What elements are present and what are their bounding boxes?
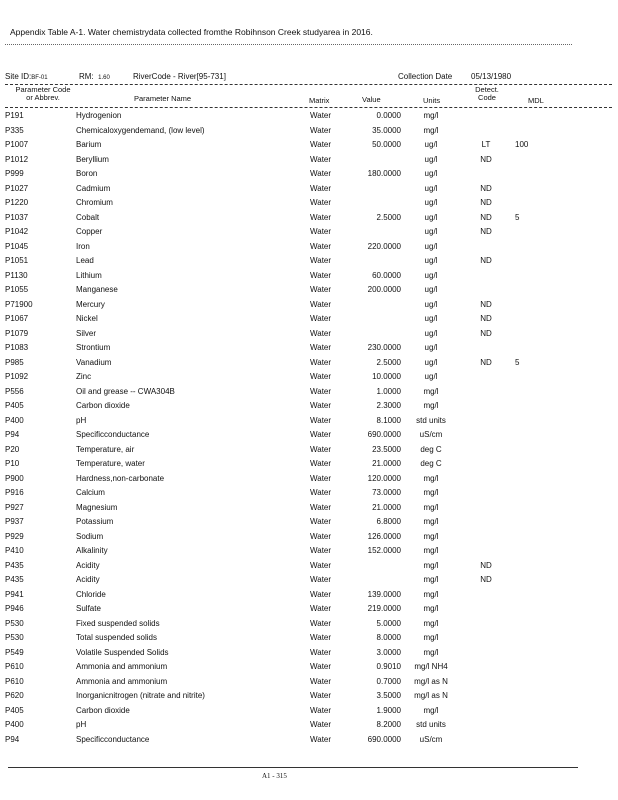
table-row — [0, 415, 618, 430]
col-param-code — [8, 86, 78, 102]
value-cell: 5.0000 — [376, 618, 401, 628]
param-name-cell: Magnesium — [76, 502, 118, 512]
value-cell: 35.0000 — [372, 125, 401, 135]
param-name-cell: Carbon dioxide — [76, 705, 130, 715]
matrix-cell: Water — [310, 473, 332, 483]
detect-code-cell: ND — [480, 212, 492, 222]
col-mdl: MDL — [528, 96, 544, 105]
units-cell: mg/l — [423, 705, 439, 715]
value-cell: 8.0000 — [376, 633, 401, 642]
units-cell: mg/l NH4 — [414, 662, 448, 671]
value-cell: 0.7000 — [376, 676, 401, 686]
param-code-cell: P1067 — [5, 314, 29, 323]
param-code-cell: P530 — [5, 618, 24, 628]
units-cell: mg/l — [423, 647, 439, 657]
units-cell: mg/l — [423, 401, 439, 410]
table-row — [0, 299, 618, 314]
value-cell: 8.2000 — [376, 720, 401, 729]
param-code-cell: P1079 — [5, 328, 29, 338]
value-cell: 6.8000 — [376, 517, 401, 526]
units-cell: mg/l — [423, 488, 439, 497]
param-code-cell: P900 — [5, 473, 24, 483]
value-cell: 60.0000 — [372, 270, 401, 280]
matrix-cell: Water — [310, 212, 332, 222]
table-row — [0, 429, 618, 444]
table-row — [0, 241, 618, 256]
param-name-cell: Volatile Suspended Solids — [76, 647, 169, 657]
detect-code-cell: ND — [480, 256, 492, 265]
detect-code-cell: ND — [480, 183, 492, 193]
param-name-cell: Alkalinity — [76, 546, 108, 555]
param-name-cell: Hardness,non-carbonate — [76, 473, 165, 483]
units-cell: mg/l — [423, 386, 439, 396]
table-row — [0, 661, 618, 676]
value-cell: 2.3000 — [376, 401, 401, 410]
matrix-cell: Water — [310, 705, 332, 715]
param-name-cell: Specificconductance — [76, 734, 150, 744]
value-cell: 690.0000 — [367, 734, 401, 744]
value-cell: 220.0000 — [367, 241, 401, 251]
table-row — [0, 487, 618, 502]
param-name-cell: Lead — [76, 256, 94, 265]
table-row — [0, 473, 618, 488]
param-name-cell: Sulfate — [76, 604, 101, 613]
param-code-cell: P1042 — [5, 227, 29, 236]
col-param-code-line2: or Abbrev. — [26, 93, 60, 102]
matrix-cell: Water — [310, 444, 332, 454]
param-name-cell: Acidity — [76, 560, 100, 570]
value-cell: 2.5000 — [376, 212, 401, 222]
table-row — [0, 168, 618, 183]
table-row — [0, 313, 618, 328]
param-name-cell: Ammonia and ammonium — [76, 676, 168, 686]
param-name-cell: Iron — [76, 241, 90, 251]
units-cell: mg/l as N — [414, 691, 448, 700]
value-cell: 21.0000 — [372, 459, 401, 468]
table-row — [0, 531, 618, 546]
units-cell: std units — [416, 415, 446, 425]
param-name-cell: Nickel — [76, 314, 98, 323]
param-code-cell: P94 — [5, 430, 20, 439]
col-param-code-line1: Parameter Code — [15, 85, 71, 94]
param-code-cell: P71900 — [5, 299, 33, 309]
table-row — [0, 444, 618, 459]
param-name-cell: Chemicaloxygendemand, (low level) — [76, 125, 205, 135]
param-code-cell: P1007 — [5, 140, 29, 149]
units-cell: mg/l — [423, 531, 439, 541]
param-name-cell: Silver — [76, 328, 97, 338]
param-name-cell: Inorganicnitrogen (nitrate and nitrite) — [76, 691, 205, 700]
site-id — [5, 72, 48, 81]
table-row — [0, 357, 618, 372]
table-row — [0, 342, 618, 357]
matrix-cell: Water — [310, 140, 332, 149]
units-cell: std units — [416, 720, 446, 729]
matrix-cell: Water — [310, 459, 332, 468]
matrix-cell: Water — [310, 517, 332, 526]
units-cell: ug/l — [424, 372, 438, 381]
param-code-cell: P405 — [5, 401, 24, 410]
col-matrix: Matrix — [309, 96, 330, 105]
param-code-cell: P1027 — [5, 183, 29, 193]
param-name-cell: Strontium — [76, 343, 111, 352]
param-name-cell: Cadmium — [76, 183, 111, 193]
table-row — [0, 574, 618, 589]
table-title: Appendix Table A-1. Water chemistrydata collected fromthe Robihnson Creek studyarea in 2016. — [10, 27, 373, 37]
units-cell: deg C — [420, 444, 442, 454]
param-code-cell: P1220 — [5, 198, 29, 207]
value-cell: 230.0000 — [367, 343, 401, 352]
collection-date-label: Collection Date — [398, 72, 453, 81]
matrix-cell: Water — [310, 720, 332, 729]
footer-divider — [8, 767, 578, 768]
matrix-cell: Water — [310, 430, 332, 439]
value-cell: 1.0000 — [376, 386, 401, 396]
matrix-cell: Water — [310, 299, 332, 309]
value-cell: 73.0000 — [372, 488, 401, 497]
units-cell: mg/l — [423, 125, 439, 135]
table-row — [0, 154, 618, 169]
matrix-cell: Water — [310, 589, 332, 599]
param-code-cell: P946 — [5, 604, 24, 613]
value-cell: 8.1000 — [376, 415, 401, 425]
matrix-cell: Water — [310, 169, 332, 178]
param-code-cell: P94 — [5, 734, 20, 744]
param-code-cell: P1037 — [5, 212, 29, 222]
units-cell: ug/l — [424, 183, 438, 193]
param-name-cell: Ammonia and ammonium — [76, 662, 168, 671]
value-cell: 690.0000 — [367, 430, 401, 439]
param-name-cell: Boron — [76, 169, 98, 178]
param-code-cell: P335 — [5, 125, 24, 135]
detect-code-cell: ND — [480, 299, 492, 309]
table-row — [0, 545, 618, 560]
table-row — [0, 255, 618, 270]
detect-code-cell: ND — [480, 227, 492, 236]
param-name-cell: Chromium — [76, 198, 113, 207]
detect-code-cell: ND — [480, 357, 492, 367]
param-code-cell: P1045 — [5, 241, 29, 251]
param-name-cell: Carbon dioxide — [76, 401, 130, 410]
value-cell: 219.0000 — [367, 604, 401, 613]
units-cell: ug/l — [424, 357, 438, 367]
page-number: A1 - 315 — [262, 772, 287, 780]
units-cell: ug/l — [424, 227, 438, 236]
param-code-cell: P556 — [5, 386, 24, 396]
param-code-cell: P400 — [5, 415, 24, 425]
table-row — [0, 734, 618, 749]
value-cell: 50.0000 — [372, 140, 401, 149]
matrix-cell: Water — [310, 314, 332, 323]
param-code-cell: P410 — [5, 546, 24, 555]
value-cell: 3.5000 — [376, 691, 401, 700]
units-cell: ug/l — [424, 140, 438, 149]
matrix-cell: Water — [310, 560, 332, 570]
matrix-cell: Water — [310, 241, 332, 251]
value-cell: 1.9000 — [376, 705, 401, 715]
col-value: Value — [362, 95, 381, 104]
units-cell: mg/l — [423, 111, 439, 120]
units-cell: mg/l — [423, 560, 439, 570]
value-cell: 139.0000 — [367, 589, 401, 599]
units-cell: uS/cm — [419, 734, 443, 744]
header-divider-bottom — [5, 107, 612, 108]
units-cell: ug/l — [424, 256, 438, 265]
table-row — [0, 183, 618, 198]
param-name-cell: Manganese — [76, 285, 118, 294]
table-row — [0, 197, 618, 212]
param-code-cell: P929 — [5, 531, 24, 541]
matrix-cell: Water — [310, 502, 332, 512]
param-name-cell: Specificconductance — [76, 430, 150, 439]
site-id-value: BF-01 — [31, 75, 48, 81]
detect-code-cell: ND — [480, 154, 492, 164]
table-row — [0, 110, 618, 125]
param-name-cell: Oil and grease -- CWA304B — [76, 386, 175, 396]
table-row — [0, 371, 618, 386]
rm-label: RM: — [79, 72, 94, 81]
param-code-cell: P400 — [5, 720, 24, 729]
table-row — [0, 458, 618, 473]
mdl-cell: 5 — [515, 212, 520, 222]
param-name-cell: Copper — [76, 227, 103, 236]
value-cell: 10.0000 — [372, 372, 401, 381]
data-table — [0, 110, 618, 748]
value-cell: 2.5000 — [376, 357, 401, 367]
header-divider-top — [5, 84, 612, 85]
units-cell: mg/l — [423, 618, 439, 628]
table-row — [0, 690, 618, 705]
matrix-cell: Water — [310, 285, 332, 294]
table-row — [0, 632, 618, 647]
units-cell: mg/l — [423, 502, 439, 512]
matrix-cell: Water — [310, 676, 332, 686]
table-row — [0, 212, 618, 227]
table-row — [0, 647, 618, 662]
param-name-cell: Temperature, water — [76, 459, 145, 468]
units-cell: mg/l — [423, 473, 439, 483]
param-name-cell: pH — [76, 415, 87, 425]
col-param-name: Parameter Name — [134, 94, 192, 103]
river-mile — [79, 72, 110, 81]
param-name-cell: Potassium — [76, 517, 114, 526]
matrix-cell: Water — [310, 691, 332, 700]
table-row — [0, 502, 618, 517]
param-code-cell: P1130 — [5, 270, 28, 280]
value-cell: 200.0000 — [367, 285, 401, 294]
mdl-cell: 5 — [515, 357, 520, 367]
table-row — [0, 125, 618, 140]
value-cell: 3.0000 — [376, 647, 401, 657]
units-cell: ug/l — [424, 198, 438, 207]
value-cell: 21.0000 — [372, 502, 401, 512]
table-row — [0, 589, 618, 604]
table-row — [0, 284, 618, 299]
matrix-cell: Water — [310, 357, 332, 367]
units-cell: mg/l — [423, 589, 439, 599]
table-row — [0, 386, 618, 401]
param-code-cell: P941 — [5, 589, 24, 599]
matrix-cell: Water — [310, 154, 332, 164]
param-name-cell: Barium — [76, 140, 102, 149]
units-cell: mg/l as N — [414, 676, 448, 686]
table-row — [0, 705, 618, 720]
river-code: RiverCode - River[95-731] — [133, 72, 226, 81]
param-name-cell: Fixed suspended solids — [76, 618, 160, 628]
matrix-cell: Water — [310, 575, 332, 584]
matrix-cell: Water — [310, 662, 332, 671]
units-cell: mg/l — [423, 604, 439, 613]
site-id-label: Site ID: — [5, 72, 32, 81]
units-cell: ug/l — [424, 328, 438, 338]
param-code-cell: P549 — [5, 647, 24, 657]
matrix-cell: Water — [310, 125, 332, 135]
detect-code-cell: ND — [480, 575, 492, 584]
table-row — [0, 516, 618, 531]
param-code-cell: P1055 — [5, 285, 29, 294]
matrix-cell: Water — [310, 618, 332, 628]
value-cell: 120.0000 — [367, 473, 401, 483]
detect-code-cell: LT — [481, 140, 491, 149]
table-row — [0, 139, 618, 154]
param-name-cell: Calcium — [76, 488, 105, 497]
col-detect — [472, 86, 502, 102]
matrix-cell: Water — [310, 343, 332, 352]
value-cell: 0.9010 — [376, 662, 401, 671]
matrix-cell: Water — [310, 183, 332, 193]
units-cell: uS/cm — [419, 430, 443, 439]
param-name-cell: Zinc — [76, 372, 92, 381]
param-code-cell: P530 — [5, 633, 24, 642]
matrix-cell: Water — [310, 546, 332, 555]
matrix-cell: Water — [310, 372, 332, 381]
param-name-cell: Acidity — [76, 575, 100, 584]
param-name-cell: Hydrogenion — [76, 111, 122, 120]
matrix-cell: Water — [310, 604, 332, 613]
matrix-cell: Water — [310, 401, 332, 410]
units-cell: ug/l — [424, 169, 438, 178]
param-name-cell: Cobalt — [76, 212, 100, 222]
table-row — [0, 719, 618, 734]
title-divider — [5, 44, 572, 45]
units-cell: mg/l — [423, 517, 439, 526]
table-row — [0, 328, 618, 343]
param-name-cell: Temperature, air — [76, 444, 135, 454]
param-code-cell: P405 — [5, 705, 24, 715]
detect-code-cell: ND — [480, 328, 492, 338]
param-code-cell: P20 — [5, 444, 20, 454]
value-cell: 126.0000 — [367, 531, 401, 541]
param-code-cell: P999 — [5, 169, 24, 178]
matrix-cell: Water — [310, 415, 332, 425]
param-code-cell: P610 — [5, 662, 24, 671]
param-name-cell: Total suspended solids — [76, 633, 157, 642]
param-code-cell: P191 — [5, 111, 24, 120]
table-row — [0, 270, 618, 285]
param-code-cell: P1083 — [5, 343, 29, 352]
table-row — [0, 618, 618, 633]
detect-code-cell: ND — [480, 198, 492, 207]
table-row — [0, 676, 618, 691]
param-name-cell: Lithium — [76, 270, 102, 280]
table-row — [0, 560, 618, 575]
param-code-cell: P10 — [5, 459, 20, 468]
value-cell: 180.0000 — [367, 169, 401, 178]
param-name-cell: Sodium — [76, 531, 104, 541]
param-code-cell: P916 — [5, 488, 24, 497]
mdl-cell: 100 — [515, 140, 529, 149]
param-name-cell: Vanadium — [76, 357, 112, 367]
param-name-cell: Beryllium — [76, 154, 109, 164]
units-cell: ug/l — [424, 299, 438, 309]
units-cell: ug/l — [424, 343, 438, 352]
param-code-cell: P1092 — [5, 372, 29, 381]
value-cell: 152.0000 — [367, 546, 401, 555]
matrix-cell: Water — [310, 488, 332, 497]
units-cell: ug/l — [424, 154, 438, 164]
col-detect-line2: Code — [478, 93, 496, 102]
matrix-cell: Water — [310, 633, 332, 642]
param-name-cell: Mercury — [76, 299, 105, 309]
units-cell: ug/l — [424, 285, 438, 294]
param-code-cell: P937 — [5, 517, 24, 526]
matrix-cell: Water — [310, 531, 332, 541]
param-code-cell: P1051 — [5, 256, 29, 265]
col-detect-line1: Detect. — [475, 85, 499, 94]
detect-code-cell: ND — [480, 560, 492, 570]
units-cell: ug/l — [424, 270, 438, 280]
units-cell: ug/l — [424, 241, 438, 251]
matrix-cell: Water — [310, 227, 332, 236]
collection-date: 05/13/1980 — [471, 72, 512, 81]
value-cell: 0.0000 — [376, 111, 401, 120]
param-code-cell: P610 — [5, 676, 24, 686]
units-cell: mg/l — [423, 575, 439, 584]
param-code-cell: P985 — [5, 357, 24, 367]
units-cell: mg/l — [423, 546, 439, 555]
col-units: Units — [423, 96, 441, 105]
matrix-cell: Water — [310, 647, 332, 657]
matrix-cell: Water — [310, 734, 332, 744]
param-code-cell: P435 — [5, 575, 24, 584]
units-cell: deg C — [420, 459, 442, 468]
param-name-cell: Chloride — [76, 589, 106, 599]
matrix-cell: Water — [310, 111, 332, 120]
units-cell: ug/l — [424, 314, 438, 323]
table-row — [0, 400, 618, 415]
detect-code-cell: ND — [480, 314, 492, 323]
matrix-cell: Water — [310, 256, 332, 265]
matrix-cell: Water — [310, 198, 332, 207]
rm-value: 1.60 — [98, 75, 110, 81]
matrix-cell: Water — [310, 328, 332, 338]
param-code-cell: P1012 — [5, 154, 29, 164]
table-row — [0, 603, 618, 618]
value-cell: 23.5000 — [372, 444, 401, 454]
units-cell: ug/l — [424, 212, 438, 222]
units-cell: mg/l — [423, 633, 439, 642]
param-name-cell: pH — [76, 720, 87, 729]
table-row — [0, 226, 618, 241]
param-code-cell: P927 — [5, 502, 24, 512]
matrix-cell: Water — [310, 386, 332, 396]
param-code-cell: P435 — [5, 560, 24, 570]
matrix-cell: Water — [310, 270, 332, 280]
param-code-cell: P620 — [5, 691, 24, 700]
